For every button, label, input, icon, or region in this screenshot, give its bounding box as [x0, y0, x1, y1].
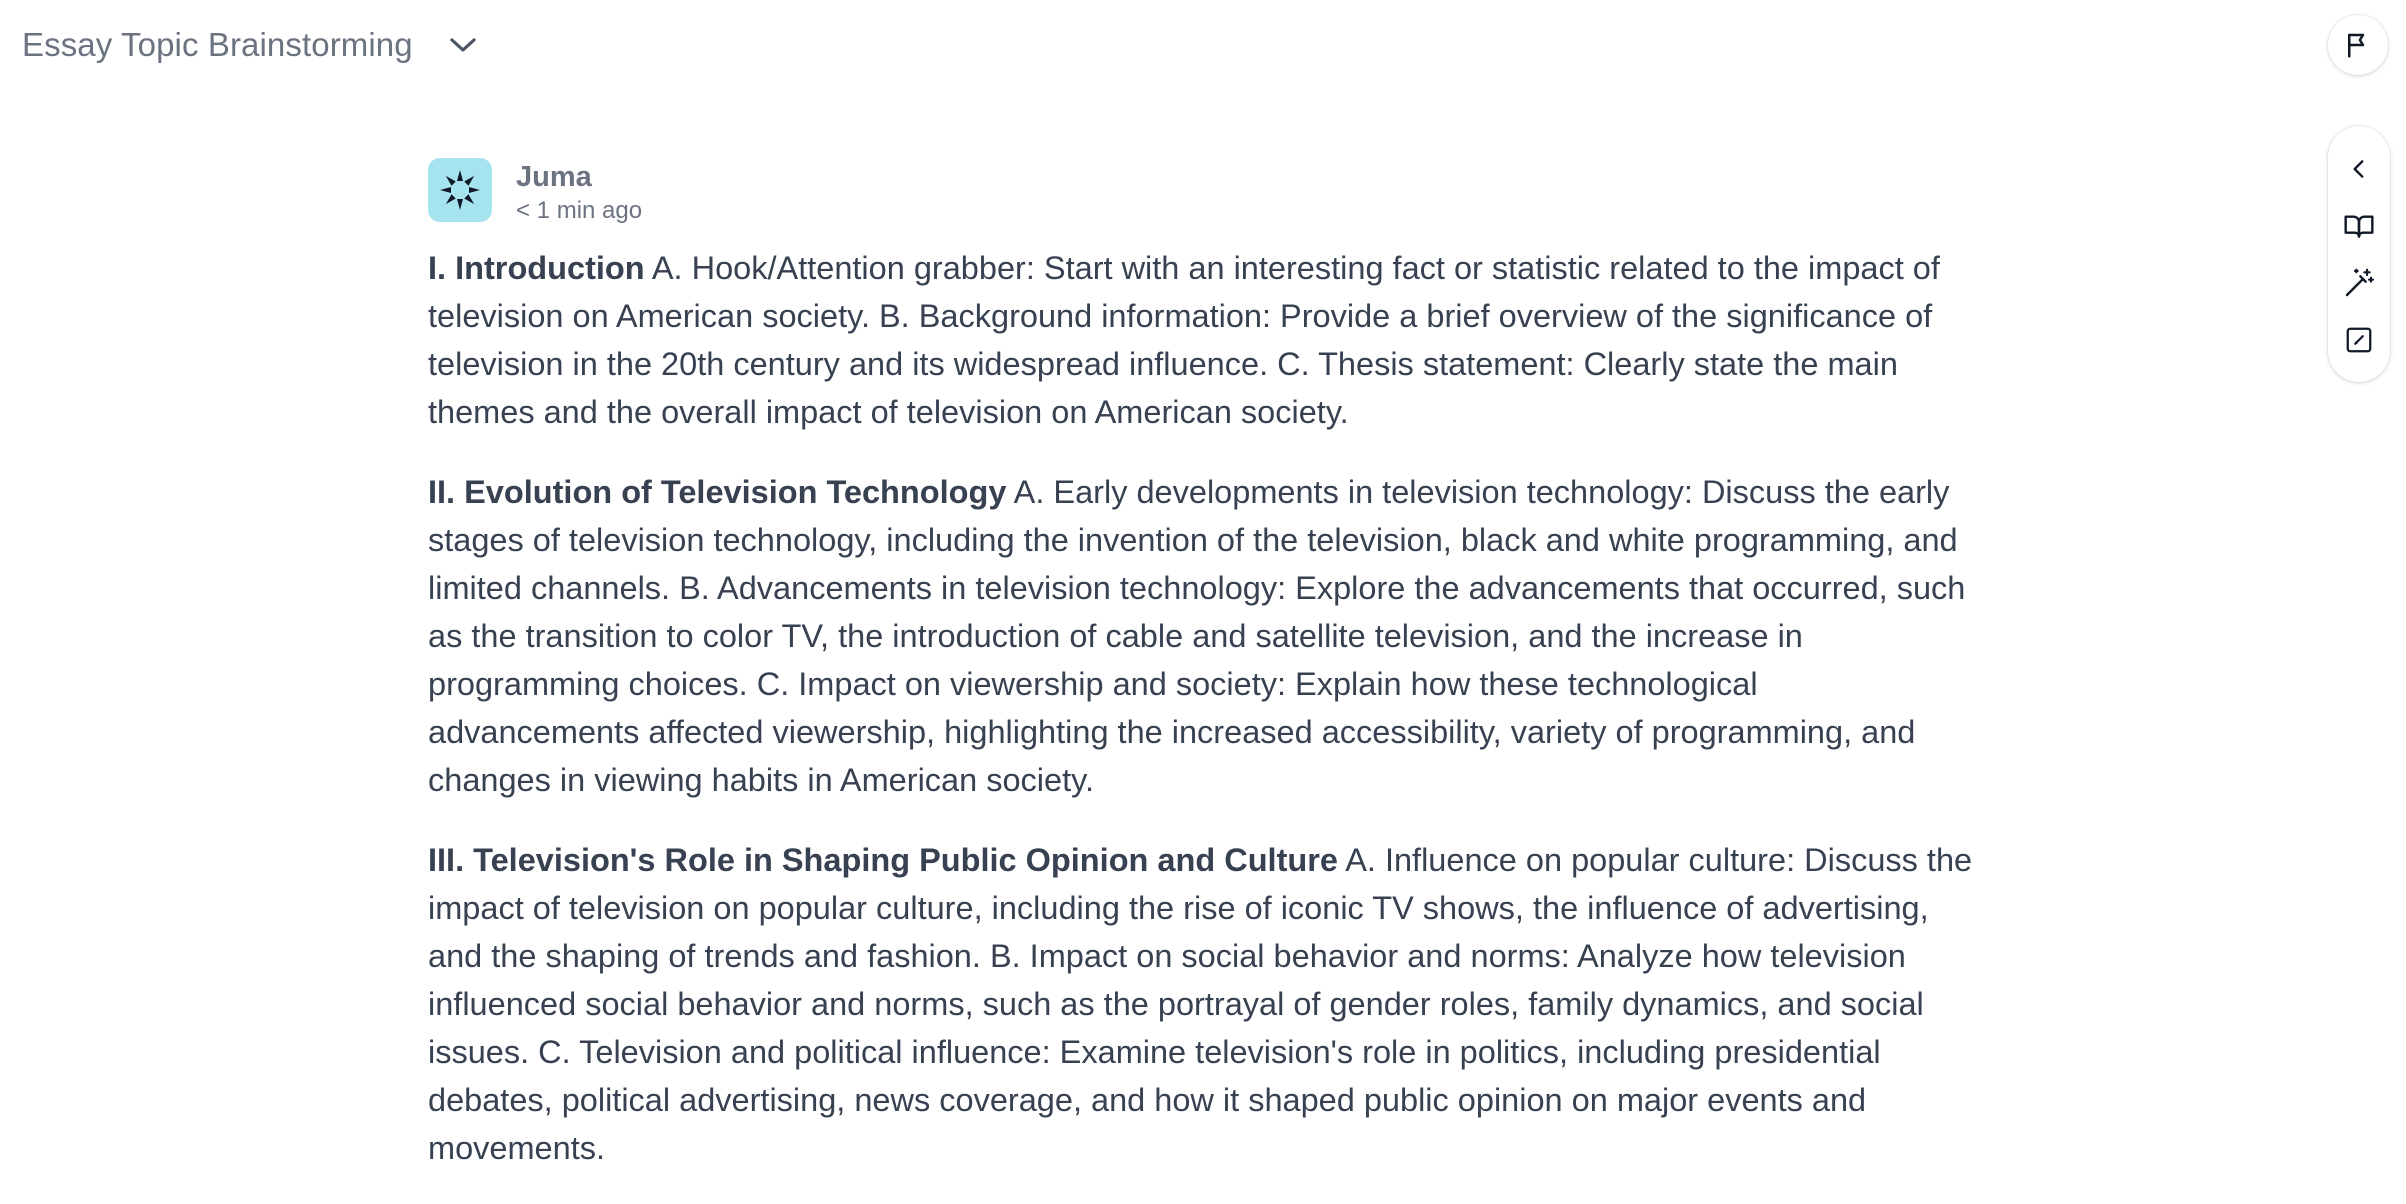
starburst-logo-icon: [436, 166, 484, 214]
chevron-down-icon: [448, 35, 478, 55]
avatar: [428, 158, 492, 222]
title-dropdown-button[interactable]: [443, 25, 483, 65]
chat-message: [428, 158, 1974, 1204]
author-block: [516, 160, 642, 226]
section-heading: I. Introduction: [428, 250, 645, 286]
flag-icon: [2343, 30, 2373, 60]
magic-wand-icon: [2343, 267, 2375, 299]
message-timestamp: < 1 min ago: [516, 197, 643, 224]
book-open-icon: [2343, 210, 2375, 242]
message-header: [428, 158, 1974, 230]
message-content: [428, 244, 1974, 1172]
section-body: A. Early developments in television technology: Discuss the early stages of television technology, including the invention of the television, black and white programming, and limited channels. B. Advancements in television technology: Explore the advancements that occurred, such as the transition to color TV, the introduction of cable and satellite television, and the increase in programming choices. C. Impact on viewership and society: Explain how these technological advancements affected viewership, highlighting the increased accessibility, variety of programming, and changes in viewing habits in American society.: [428, 474, 1966, 798]
outline-section: [428, 836, 1974, 1172]
author-name: Juma: [516, 161, 592, 193]
collapse-button[interactable]: [2337, 147, 2381, 191]
edit-button[interactable]: [2337, 318, 2381, 362]
section-body: A. Hook/Attention grabber: Start with an interesting fact or statistic related to the impact of television on American society. B. Background information: Provide a brief overview of the significance of television in the 20th century and its widespread influence. C. Thesis statement: Clearly state the main themes and the overall impact of television on American society.: [428, 250, 1940, 430]
section-body: A. Influence on popular culture: Discuss the impact of television on popular culture, including the rise of iconic TV shows, the influence of advertising, and the shaping of trends and fashion. B. Impact on social behavior and norms: Analyze how television influenced social behavior and norms, such as the portrayal of gender roles, family dynamics, and social issues. C. Television and political influence: Examine television's role in politics, including presidential debates, political advertising, news coverage, and how it shaped public opinion on major events and movements.: [428, 842, 1973, 1166]
section-heading: II. Evolution of Television Technology: [428, 474, 1007, 510]
outline-section: [428, 244, 1974, 436]
flag-button[interactable]: [2328, 15, 2388, 75]
magic-button[interactable]: [2337, 261, 2381, 305]
header: [22, 20, 483, 70]
side-toolbar: [2328, 126, 2390, 382]
library-button[interactable]: [2337, 204, 2381, 248]
outline-section: [428, 468, 1974, 804]
chevron-left-icon: [2346, 156, 2372, 182]
edit-square-icon: [2344, 325, 2374, 355]
section-heading: III. Television's Role in Shaping Public Opinion and Culture: [428, 842, 1338, 878]
document-title: Essay Topic Brainstorming: [22, 26, 413, 63]
